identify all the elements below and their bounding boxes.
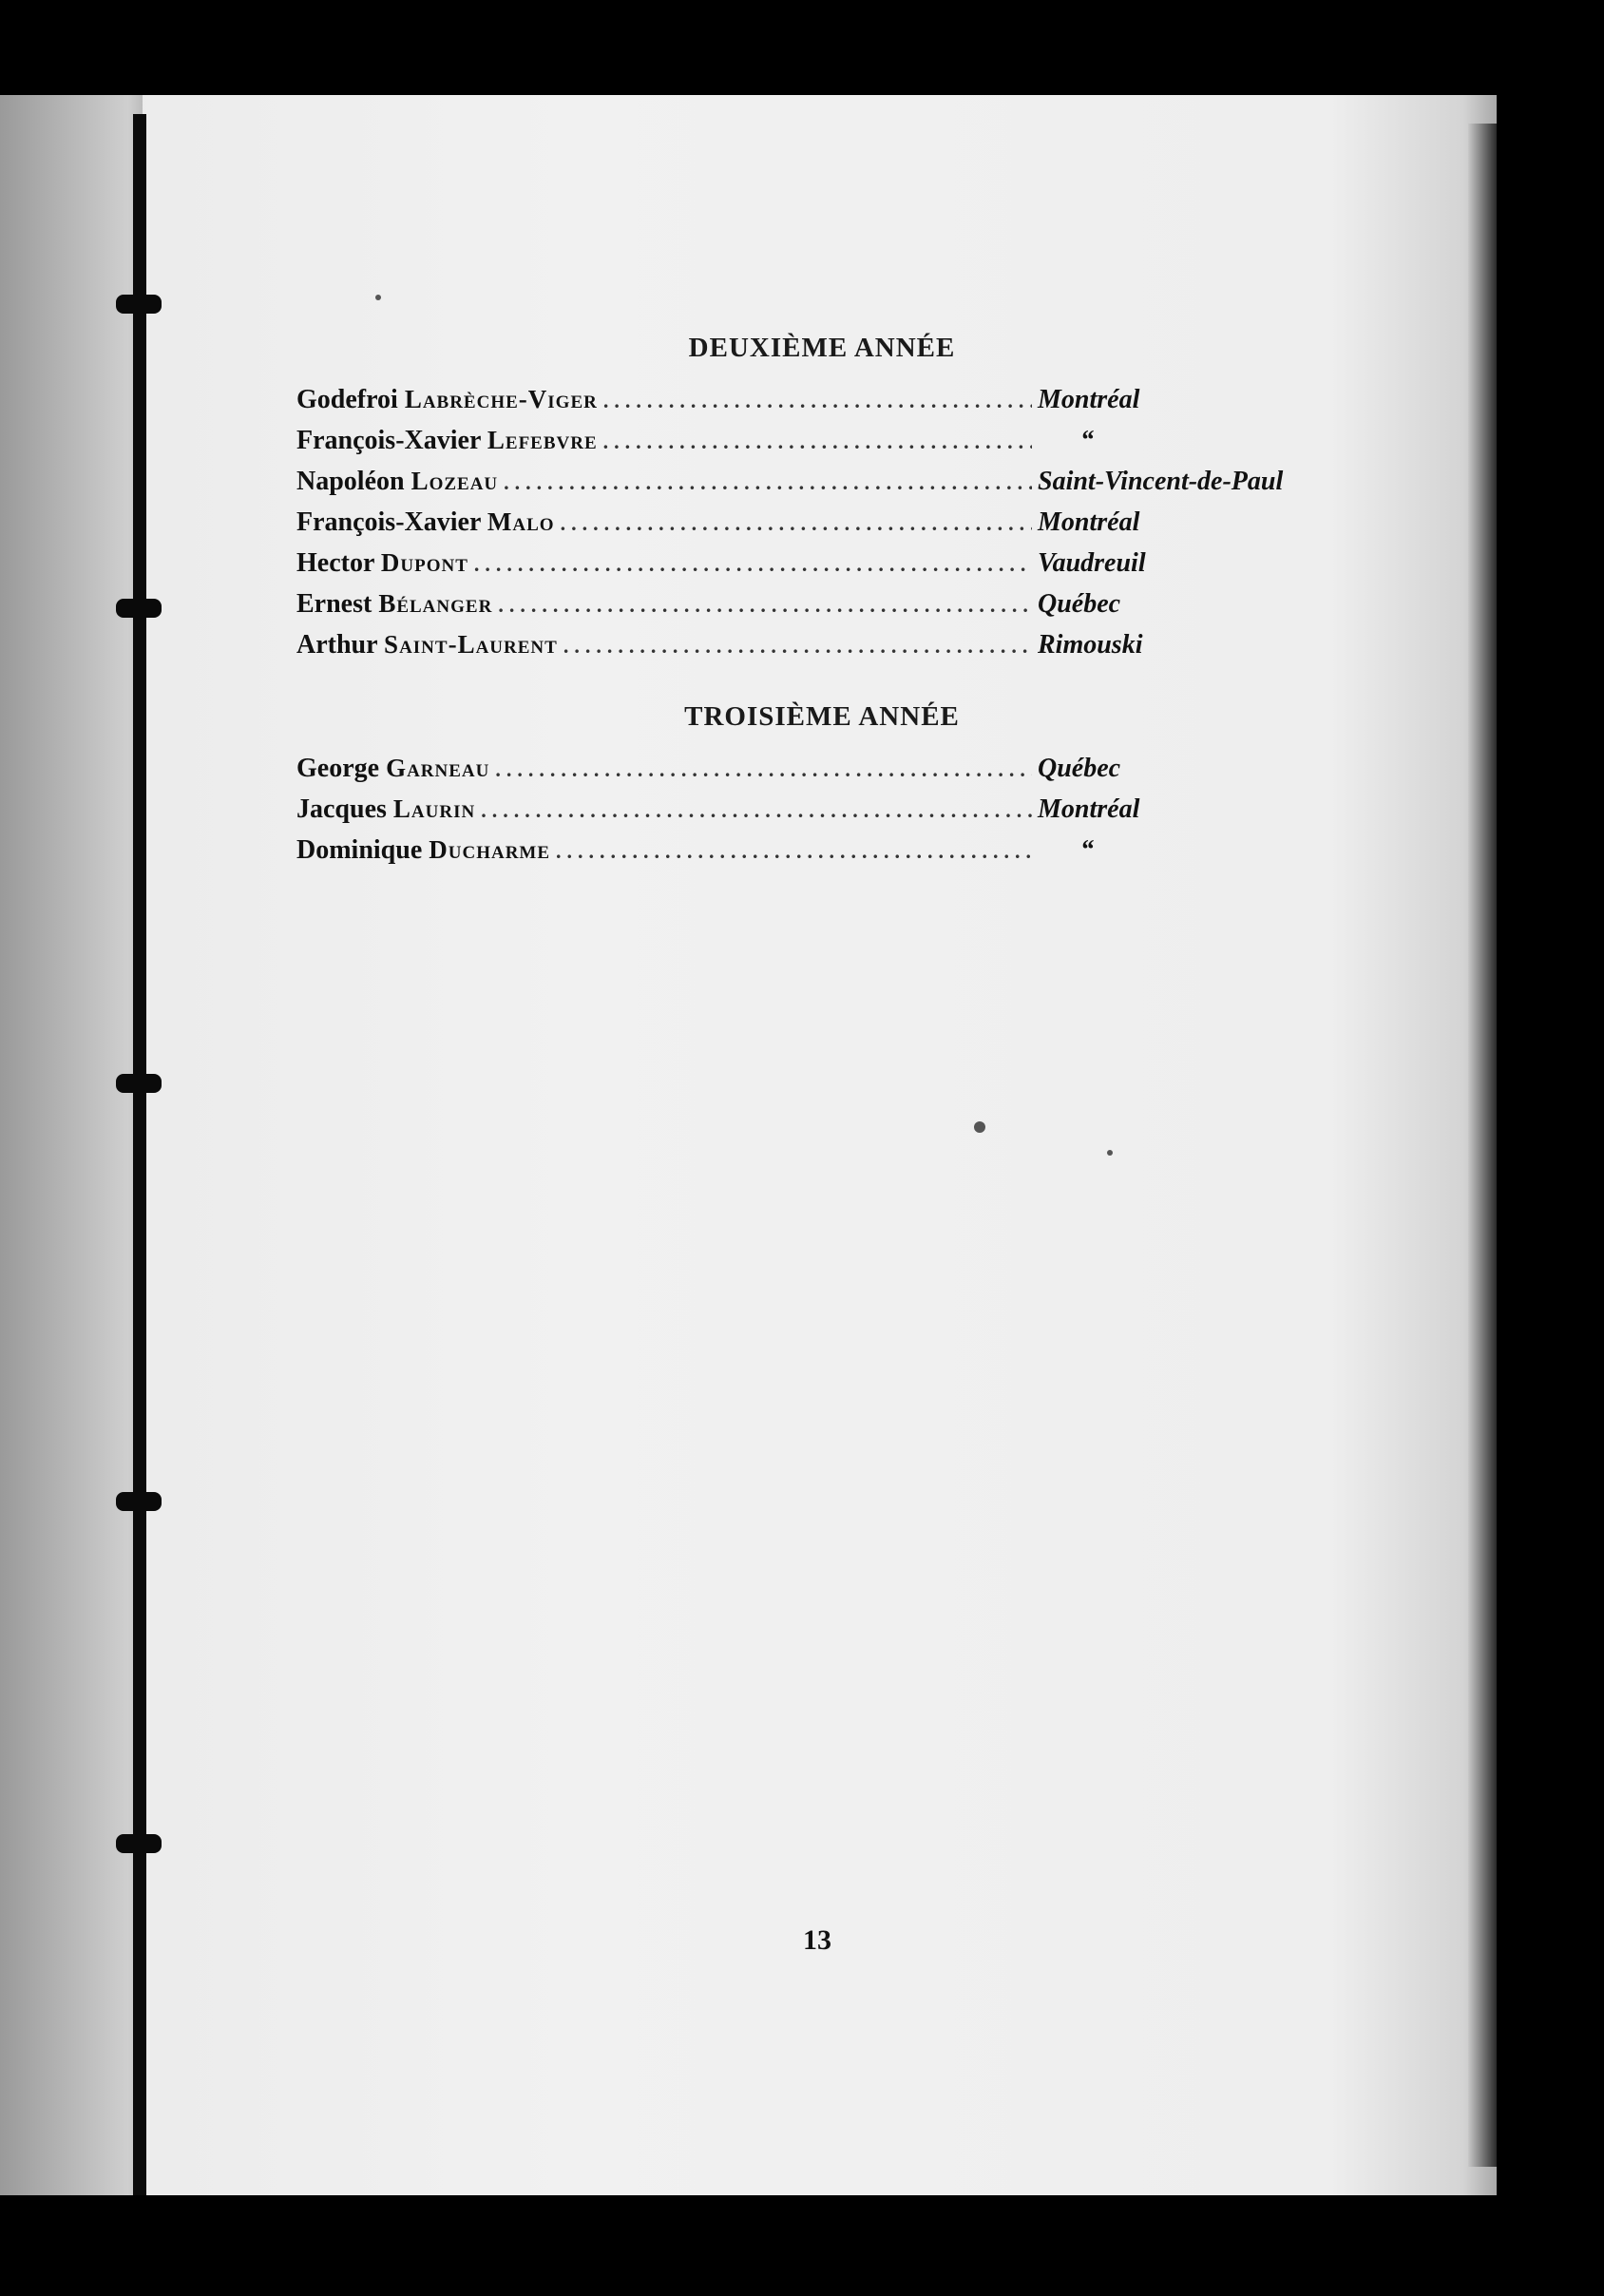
list-item	[296, 794, 1304, 832]
student-place: Montréal	[1038, 794, 1140, 824]
student-name: François-Xavier Lefebvre	[296, 426, 598, 455]
list-item	[296, 630, 1304, 668]
list-item	[296, 835, 1304, 873]
student-place: “	[1080, 835, 1094, 865]
list-item	[296, 507, 1304, 545]
dot-leader	[563, 634, 1032, 659]
student-place: Saint-Vincent-de-Paul	[1038, 467, 1284, 496]
dot-leader	[498, 593, 1032, 618]
dot-leader	[603, 389, 1032, 413]
page-number: 13	[803, 1924, 831, 1956]
dot-leader	[495, 757, 1032, 782]
student-place: Montréal	[1038, 507, 1140, 537]
list-item	[296, 548, 1304, 586]
student-place: Québec	[1038, 589, 1121, 619]
dot-leader	[481, 798, 1032, 823]
list-item	[296, 426, 1304, 464]
student-name: François-Xavier Malo	[296, 507, 555, 537]
student-name: Jacques Laurin	[296, 794, 476, 824]
student-place: “	[1080, 426, 1094, 455]
student-name: Hector Dupont	[296, 548, 468, 578]
student-place: Vaudreuil	[1038, 548, 1146, 578]
student-place: Rimouski	[1038, 630, 1143, 660]
dot-leader	[556, 839, 1032, 864]
list-item	[296, 385, 1304, 423]
student-name: Godefroi Labrèche-Viger	[296, 385, 598, 414]
list-item	[296, 754, 1304, 792]
student-place: Québec	[1038, 754, 1121, 783]
student-name: Ernest Bélanger	[296, 589, 493, 619]
student-name: George Garneau	[296, 754, 490, 783]
list-item	[296, 467, 1304, 505]
dot-leader	[603, 430, 1032, 454]
list-item	[296, 589, 1304, 627]
section-heading-deuxieme: DEUXIÈME ANNÉE	[688, 333, 956, 363]
student-place: Montréal	[1038, 385, 1140, 414]
dot-leader	[561, 511, 1032, 536]
section-heading-troisieme: TROISIÈME ANNÉE	[684, 701, 960, 732]
student-name: Dominique Ducharme	[296, 835, 551, 865]
student-name: Napoléon Lozeau	[296, 467, 499, 496]
dot-leader	[504, 470, 1032, 495]
student-name: Arthur Saint-Laurent	[296, 630, 558, 660]
dot-leader	[474, 552, 1032, 577]
